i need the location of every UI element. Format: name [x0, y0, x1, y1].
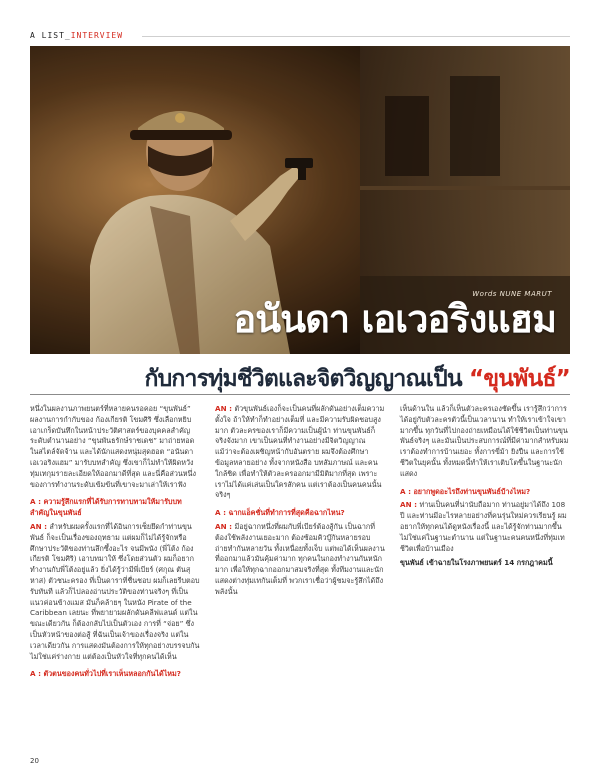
column-2 — [215, 404, 385, 602]
column-1 — [30, 404, 200, 683]
subheadline-accent: “ขุนพันธ์” — [469, 366, 570, 392]
answer-label: AN : — [215, 404, 235, 413]
section-prefix: A LIST_ — [30, 31, 71, 40]
answer-4 — [400, 500, 570, 554]
column-3 — [400, 404, 570, 573]
hero-photo — [30, 46, 570, 354]
page-number: 20 — [30, 757, 39, 765]
answer-label: AN : — [215, 521, 235, 531]
section-label — [30, 31, 123, 40]
subheadline — [144, 361, 570, 397]
question-2: A : ตัวตนของคนทั่วไปที่เราเห็นหลอกกันได้ไหม? — [30, 669, 181, 679]
question-4: A : อยากพูดอะไรถึงท่านขุนพันธ์บ้างไหม? — [400, 486, 531, 496]
answer-3 — [215, 522, 385, 598]
answer-3-text: มีอยู่ฉากหนึ่งที่ผมกับพี่เบียร์ต้องสู้กัน เป็นฉากที่ต้องใช้พลังงานเยอะมาก ต้องซ้อมคิวบู๊กันหลายรอบ ถ่ายทำกันหลายวัน ทั้งเหนื่อยทั้งเจ็บ แต่พอได้เห็นผลงานที่ออกมาแล้วมันคุ้มค่ามาก ทุกคนในกองทำงานกันหนักมาก เพื่อให้ทุกฉากออกมาสมจริงที่สุด ทั้งทีมงานและนักแสดงต่างทุ่มเทกันเต็มที่ พวกเราเชื่อว่าผู้ชมจะรู้สึกได้ถึงพลังนั้น — [215, 521, 385, 596]
answer-1 — [30, 522, 200, 662]
section-name: INTERVIEW — [70, 31, 124, 40]
answer-3-continued: เห็นด้านใน แล้วก็เห็นตัวละครเองชัดขึ้น เรารู้สึกว่าการได้อยู่กับตัวละครตัวนี้เป็นเวลานาน ทำให้เราเข้าใจเขามากขึ้น ทุกวันที่ไปกองถ่ายเหมือนได้ใช้ชีวิตเป็นท่านขุนพันธ์จริงๆ และมันเป็นประสบการณ์ที่มีค่ามากสำหรับผม เราต้องทำการบ้านเยอะ ทั้งการขี่ม้า ยิงปืน และการใช้ชีวิตในยุคนั้น ทั้งหมดนี้ทำให้เราเติบโตขึ้นในฐานะนักแสดง — [400, 404, 569, 478]
answer-4-text: ท่านเป็นคนที่น่านับถือมาก ท่านอยู่มาได้ถึง 108 ปี และท่านมีอะไรหลายอย่างที่คนรุ่นใหม่ควรเรียนรู้ ผมอยากให้ทุกคนได้ดูหนังเรื่องนี้ และได้รู้จักท่านมากขึ้น ไม่ใช่แค่ในฐานะตำนาน แต่ในฐานะคนคนหนึ่งที่ทุ่มเทชีวิตเพื่อบ้านเมือง — [400, 500, 567, 553]
closing-note: ขุนพันธ์ เข้าฉายในโรงภาพยนตร์ 14 กรกฎาคมนี้ — [400, 558, 553, 568]
intro-paragraph: หนึ่งในผลงานภาพยนตร์ที่หลายคนรอคอย “ขุนพันธ์” ผลงานการกำกับของ ก้องเกียรติ โขมศิริ ซึ่งเลือกหยิบเอาเกร็ดบันทึกในหน้าประวัติศาสตร์ของบุคคลสำคัญระดับตำนานอย่าง “ขุนพันธรักษ์ราชเดช” มาถ่ายทอดในสไตล์จัดจ้าน และได้นักแสดงหนุ่มสุดฮอต “อนันดา เอเวอริงแฮม” มารับบทสำคัญ ซึ่งเขาก็ไม่ทำให้ผิดหวัง ทุ่มเทกุมรายละเอียดให้ออกมาดีที่สุด และนี่คือส่วนหนึ่งของการทำงานระดับเข้มข้นที่เขาจะมาเล่าให้เราฟัง — [30, 404, 196, 489]
question-1: A : ความรู้สึกแรกที่ได้รับการทาบทามให้มารับบทสำคัญในขุนพันธ์ — [30, 497, 182, 518]
subheadline-text: กับการทุ่มชีวิตและจิตวิญญาณเป็น — [144, 366, 469, 392]
answer-2-text: ตัวขุนพันธ์เองก็จะเป็นคนที่ผลักดันอย่างเต็มความตั้งใจ ถ้าให้ทำก็ทำอย่างเต็มที่ และมีความรับผิดชอบสูงมาก ตัวละครของเราก็มีความเป็นผู้นำ ท่านขุนพันธ์ก็จริงจังมาก เขาเป็นคนที่ทำงานอย่างมีจิตวิญญาณ แม้ว่าจะต้องเผชิญหน้ากับอันตราย ผมจึงต้องศึกษาข้อมูลหลายอย่าง ทั้งจากหนังสือ บทสัมภาษณ์ และคนใกล้ชิด เพื่อทำให้ตัวละครออกมามีมิติมากที่สุด เพราะเราไม่ได้แค่เล่นเป็นใครสักคน แต่เราต้องเป็นคนคนนั้นจริงๆ — [215, 404, 385, 500]
answer-label: AN : — [30, 521, 50, 531]
photo-credit: Words NUNE MARUT — [472, 290, 552, 298]
headline: อนันดา เอเวอริงแฮม — [233, 297, 556, 341]
header-rule — [142, 36, 570, 37]
section-header — [30, 31, 570, 45]
answer-label: AN : — [400, 500, 420, 510]
subhead-rule — [30, 394, 570, 395]
question-3: A : ฉากแอ็คชั่นที่ทำการที่สุดคือฉากไหน? — [215, 508, 345, 518]
answer-1-text: สำหรับผมครั้งแรกที่ได้อินการเซ็ยยึดกำท่านขุนพันธ์ ก็จะเป็นเรื่องของฤทธาม แต่ผมก็ไม่ได้รู้จักหรือศึกษาประวัติของท่านลึกซึ้งอะไร จนมีพนัง (พี่โต้ง ก้องเกียรติ โขมศิริ) เอาบทมาให้ ซึ่งโดยส่วนตัว ผมก็อยากทำงานกับพี่โต้งอยู่แล้ว ยิ่งได้รู้ว่ามีพี่เบียร์ (ศกุณ ตันสุหาส) ตัวชนะครอง ที่เป็นดาราที่ชื่นชอบ ผมก็เลยรีบตอบรับทันที แล้วก็ไปลองอ่านประวัติของท่านจริงๆ ที่เป็นแนวค่อนข้างแมส มันก็คล้ายๆ ในหนัง Pirate of the Caribbean เลยนะ ที่พยายามผลักดันคลีฟแลนด์ แต่ในขณะเดียวกัน ก็ต้องกลับไปเป็นตัวเอง การที่ “จ่อย” ซึ่งเป็นหัวหน้าของต่อสู้ ที่ฉันเป็นเจ้าของเรื่องจริง แต่ในเวลาเดียวกัน การแสดงมันต้องการให้ทุกอย่างบรรจบกัน ไม่ใช่แค่ร่างกาย แต่ต้องเป็นหัวใจที่ทุกคนได้เห็น — [30, 521, 200, 661]
answer-2 — [215, 404, 385, 501]
